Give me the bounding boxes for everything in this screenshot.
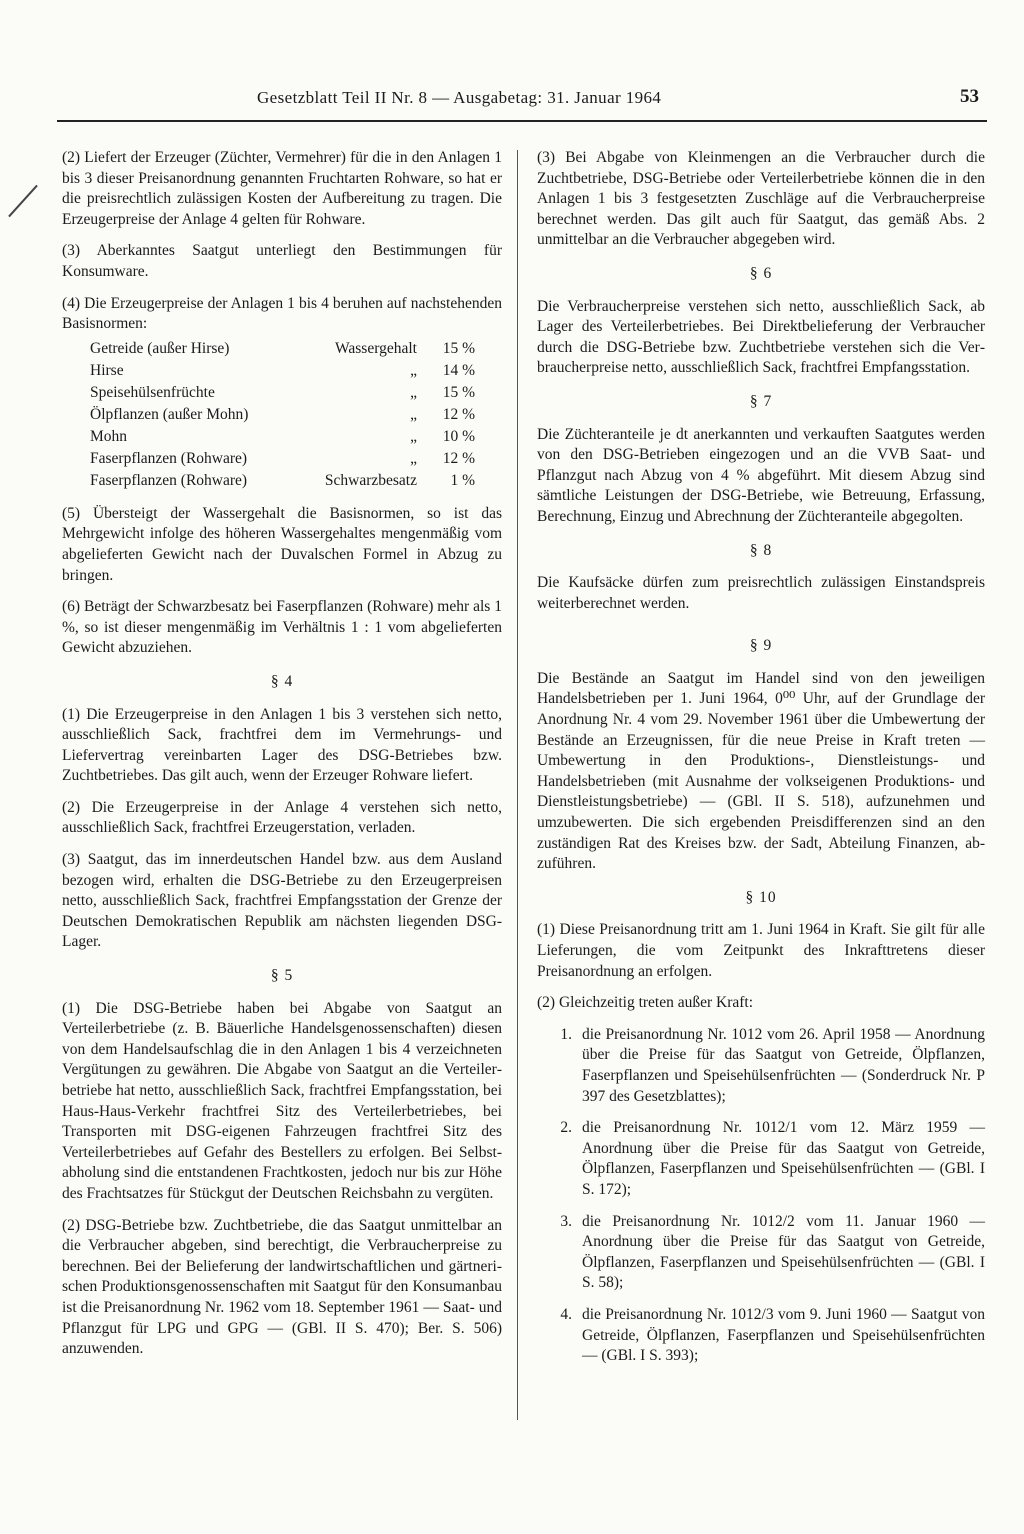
section-6-heading: § 6 (749, 264, 773, 282)
norm-kind: „ (410, 362, 417, 380)
paragraph-10-2: (2) Gleichzeitig treten außer Kraft: (537, 994, 754, 1012)
table-row (90, 383, 475, 405)
paragraph-3-4: (4) Die Erzeugerpreise der Anlagen 1 bis 4 beruhen auf nachstehenden Basisnormen: (62, 294, 502, 333)
header-title: Gesetzblatt Teil II Nr. 8 — Ausgabetag: 31. Januar 1964 (257, 88, 662, 107)
list-item-number: 4. (560, 1305, 572, 1323)
table-row (90, 405, 475, 427)
norm-kind: „ (410, 450, 417, 468)
paragraph-6: Die Verbraucherpreise verstehen sich netto, ausschließlich Sack, ab Lager des Verteilerbetriebes. Bei Direktbelieferung der Verbraucher durch die DSG-Betriebe bzw. Zuchtbetriebe verstehen sich die Verbraucherpreise netto, ausschließlich Sack, frachtfrei Empfangsstation. (537, 297, 985, 377)
section-4-heading: § 4 (270, 672, 294, 690)
table-row (90, 427, 475, 449)
paragraph-4-2: (2) Die Erzeugerpreise in der Anlage 4 verstehen sich netto, ausschließlich Sack, frachtfrei Erzeugerstation, verladen. (62, 798, 502, 837)
list-item-number: 1. (560, 1025, 572, 1043)
paragraph-8: Die Kaufsäcke dürfen zum preisrechtlich zulässigen Einstandspreis weiterberechnet werden. (537, 574, 985, 612)
page-header (57, 86, 987, 122)
table-row (90, 449, 475, 471)
page-number: 53 (960, 86, 979, 107)
norm-crop: Getreide (außer Hirse) (90, 340, 230, 358)
table-row (90, 339, 475, 361)
section-5-heading: § 5 (270, 967, 294, 985)
paragraph-3-2: (2) Liefert der Erzeuger (Züchter, Vermehrer) für die in den Anlagen 1 bis 3 dieser Preisanordnung genannten Fruchtarten Rohware, so hat er die preisrechtlich zulässigen Kosten der Aufbereitung zu tragen. Die Erzeugerpreise der Anlage 4 gelten für Rohware. (62, 149, 502, 228)
margin-pen-mark (8, 185, 38, 218)
paragraph-7: Die Züchteranteile je dt anerkannten und verkauften Saatgutes werden von den DSG-Betrieben eingezogen und an die VVB Saat- und Pflanzgut nach Abzug von 4 % abgeführt. Mit diesem Abzug sind sämtliche Leistungen der DSG-Betriebe, wie Betreuung, Erfassung, Berechnung, Einzug und Abrechnung der Züchteranteile abgegolten. (537, 425, 985, 525)
norm-kind: Wassergehalt (335, 340, 417, 358)
paragraph-3-6: (6) Beträgt der Schwarzbesatz bei Faserpflanzen (Rohware) mehr als 1 %, so ist dieser mengenmäßig im Verhältnis 1 : 1 vom abgelieferten Gewicht abzuziehen. (62, 598, 502, 657)
norm-crop: Hirse (90, 362, 124, 380)
list-item-number: 3. (560, 1212, 572, 1230)
norm-value: 14 % (442, 362, 475, 380)
norm-crop: Speisehülsenfrüchte (90, 384, 215, 402)
norm-value: 15 % (442, 384, 475, 402)
norm-value: 1 % (450, 472, 475, 490)
table-row (90, 471, 475, 493)
list-item-text: die Preisanordnung Nr. 1012 vom 26. April 1958 — Anordnung über die Preise für das Saatgut von Getreide, Ölpflanzen, Faserpflanzen und Speisehülsenfrüchten — (Sonderdruck Nr. P 397 des Gesetzblattes); (582, 1025, 985, 1105)
list-item (537, 1305, 985, 1367)
list-item-number: 2. (560, 1119, 572, 1137)
norm-crop: Ölpflanzen (außer Mohn) (90, 406, 249, 424)
section-7-heading: § 7 (749, 392, 773, 410)
paragraph-5-2: (2) DSG-Betriebe bzw. Zuchtbetriebe, die das Saatgut unmittelbar an die Verbraucher abgeben, sind berechtigt, die Verbraucherpreise zu berechnen. Bei der Belieferung der landwirtschaftlichen und gärtnerischen Produktionsgenossenschaften mit Saatgut für den Konsumanbau ist die Preisanordnung Nr. 1962 vom 18. September 1961 — Saat- und Pflanzgut für LPG und GPG — (GBl. II S. 470); Ber. S. 506) anzuwenden. (62, 1216, 502, 1358)
list-item (537, 1025, 985, 1107)
norm-kind: Schwarzbesatz (324, 472, 417, 490)
norm-crop: Faserpflanzen (Rohware) (90, 472, 248, 490)
norm-value: 12 % (442, 450, 475, 468)
repealed-list (537, 1025, 985, 1367)
table-row (90, 361, 475, 383)
paragraph-3-3: (3) Aberkanntes Saatgut unterliegt den Bestimmungen für Konsumware. (62, 242, 502, 280)
list-item-text: die Preisanordnung Nr. 1012/2 vom 11. Januar 1960 — Anordnung über die Preise für das Saatgut von Getreide, Ölpflanzen, Faserpflanzen und Speisehülsenfrüchten — (GBl. I S. 58); (582, 1212, 985, 1292)
norm-crop: Faserpflanzen (Rohware) (90, 450, 248, 468)
section-10-heading: § 10 (745, 888, 777, 906)
list-item (537, 1118, 985, 1200)
norm-value: 15 % (442, 340, 475, 358)
list-item-text: die Preisanordnung Nr. 1012/3 vom 9. Juni 1960 — Saatgut von Getreide, Ölpflanzen, Faserpflanzen und Speisehülsenfrüchten — (GBl. I S. 393); (582, 1305, 985, 1365)
section-9-heading: § 9 (749, 637, 773, 655)
paragraph-4-1: (1) Die Erzeugerpreise in den Anlagen 1 bis 3 verstehen sich netto, ausschließlich Sack, frachtfrei dem im Vermehrungs- und Liefervertrag vereinbarten Lager des DSG-Betriebes bzw. Zuchtbetriebes. Das gilt auch, wenn der Erzeuger Rohware liefert. (62, 705, 502, 785)
left-column (62, 148, 502, 1371)
paragraph-5-1: (1) Die DSG-Betriebe haben bei Abgabe von Saatgut an Verteilerbetriebe (z. B. Bäuerliche Handelsgenossenschaften) diesen von dem Handelsaufschlag die in den Anlagen 1 bis 4 verzeichneten Vergütungen zu gewähren. Die Abgabe von Saatgut an die Verteilerbetriebe hat netto, ausschließlich Sack, frachtfrei Empfangsstation, bei Haus-Haus-Verkehr frachtfrei Sitz des Verteilerbetriebes, bei Transporten mit DSG-eigenen Fahrzeugen frachtfrei Sitz des Verteilerbetriebes auf Gefahr des Bestellers zu erfolgen. Bei Selbstabholung sind die entstandenen Frachtkosten, jedoch nur bis zur Höhe des Frachtsatzes für Stückgut der Deutschen Reichsbahn zu vergüten. (62, 999, 502, 1202)
paragraph-9: Die Bestände an Saatgut im Handel sind von den jeweiligen Handelsbetrieben per 1. Juni 1964, 0⁰⁰ Uhr, auf der Grundlage der Anordnung Nr. 4 vom 29. November 1961 über die Umbewertung der Bestände an Erzeugnissen, für die neue Preise in Kraft treten — Umbewertung in den Produktions-, Dienstleistungs- und Handelsbetrieben (mit Ausnahme der volkseigenen Produktions- und Dienstleistungsbetriebe) — (GBl. II S. 518), aufzunehmen und umzubewerten. Die sich ergebenden Preisdifferenzen sind an den zuständigen Rat des Kreises bzw. der Sadt, Abteilung Finanzen, abzuführen. (537, 669, 985, 873)
list-item-text: die Preisanordnung Nr. 1012/1 vom 12. März 1959 — Anordnung über die Preise für das Saatgut von Getreide, Ölpflanzen, Faserpflanzen und Speisehülsenfrüchten — (GBl. I S. 172); (582, 1119, 985, 1198)
norm-kind: „ (410, 406, 417, 424)
section-8-heading: § 8 (749, 541, 773, 559)
column-divider (517, 150, 518, 1420)
list-item (537, 1212, 985, 1294)
paragraph-4-3: (3) Saatgut, das im innerdeutschen Handel bzw. aus dem Ausland bezogen wird, erhalten die DSG-Betriebe zu den Erzeugerpreisen netto, ausschließlich Sack, frachtfrei Empfangsstation der Grenze der Deutschen Demokratischen Republik am nächsten liegenden DSG-Lager. (62, 851, 502, 951)
norm-kind: „ (410, 384, 417, 402)
right-column (537, 148, 985, 1378)
paragraph-3-5: (5) Übersteigt der Wassergehalt die Basisnormen, so ist das Mehrgewicht infolge des höheren Wassergehaltes mengenmäßig vom abgelieferten Gewicht nach der Duvalschen Formel in Abzug zu bringen. (62, 504, 502, 584)
paragraph-10-1: (1) Diese Preisanordnung tritt am 1. Juni 1964 in Kraft. Sie gilt für alle Lieferungen, die vom Zeitpunkt des Inkrafttretens dieser Preisanordnung an erfolgen. (537, 921, 985, 980)
paragraph-5-3: (3) Bei Abgabe von Kleinmengen an die Verbraucher durch die Zuchtbetriebe, DSG-Betriebe oder Verteilerbetriebe können die in den Anlagen 1 bis 3 festgesetzten Zuschläge auf die Verbraucherpreise berechnet werden. Das gilt auch für Saatgut, das gemäß Abs. 2 unmittelbar an die Verbraucher abgegeben wird. (537, 149, 985, 249)
norm-value: 10 % (442, 428, 475, 446)
norm-kind: „ (410, 428, 417, 446)
norm-crop: Mohn (90, 428, 128, 446)
norm-value: 12 % (442, 406, 475, 424)
basis-norms-table (90, 339, 475, 493)
